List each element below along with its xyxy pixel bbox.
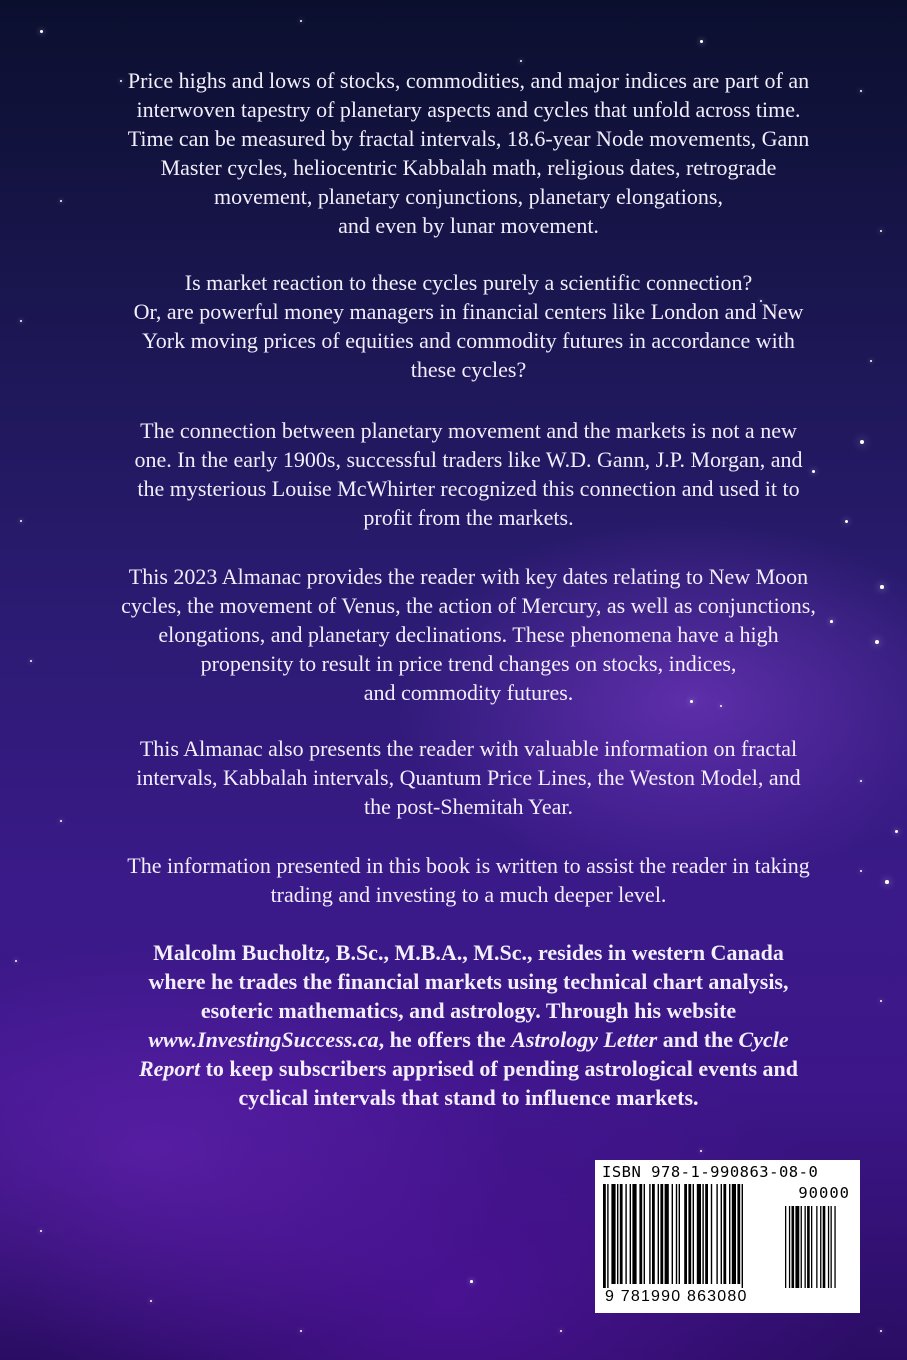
barcode-bar xyxy=(603,1184,606,1288)
addon-bar xyxy=(805,1206,806,1288)
star xyxy=(860,870,862,872)
star xyxy=(20,520,22,522)
star xyxy=(60,820,62,822)
addon-bar xyxy=(807,1206,810,1288)
text-line: Master cycles, heliocentric Kabbalah math, religious dates, retrograde xyxy=(160,155,777,180)
text-line: esoteric mathematics, and astrology. Through his website xyxy=(200,998,737,1023)
text-line: elongations, and planetary declinations. These phenomena have a high xyxy=(158,622,779,647)
barcode-bar xyxy=(652,1184,655,1284)
text-span: , he offers the xyxy=(378,1027,512,1052)
star xyxy=(60,200,62,202)
isbn-label: ISBN 978-1-990863-08-0 xyxy=(602,1163,819,1181)
barcode-bar xyxy=(672,1184,673,1284)
text-span: and the xyxy=(657,1027,739,1052)
star xyxy=(875,640,879,644)
barcode-bar xyxy=(632,1184,636,1284)
addon-bar xyxy=(792,1206,795,1288)
cycle-report-title-part1: Cycle xyxy=(738,1027,789,1052)
star xyxy=(300,1330,302,1332)
text-line: This Almanac also presents the reader with valuable information on fractal xyxy=(139,736,798,761)
price-addon-label: 90000 xyxy=(798,1184,850,1202)
barcode-bar xyxy=(625,1184,626,1284)
text-line: movement, planetary conjunctions, planetary elongations, xyxy=(214,184,723,209)
text-line: Price highs and lows of stocks, commodities, and major indices are part of an xyxy=(127,68,810,93)
star xyxy=(895,830,898,833)
star xyxy=(880,1330,882,1332)
text-line: the post-Shemitah Year. xyxy=(364,794,573,819)
addon-bar xyxy=(823,1206,826,1288)
text-line: propensity to result in price trend changes on stocks, indices, xyxy=(200,651,737,676)
text-line: Time can be measured by fractal intervals, 18.6-year Node movements, Gann xyxy=(127,126,810,151)
star xyxy=(880,585,884,589)
star xyxy=(860,90,862,92)
paragraph-planetary-cycles xyxy=(90,66,847,240)
author-bio xyxy=(90,938,847,1112)
star xyxy=(700,40,703,43)
star xyxy=(880,1000,882,1002)
barcode-bar xyxy=(676,1184,677,1284)
text-line: Is market reaction to these cycles purely a scientific connection? xyxy=(184,270,753,295)
paragraph-almanac-dates xyxy=(90,562,847,707)
addon-bar xyxy=(828,1206,829,1288)
barcode-bar xyxy=(665,1184,669,1284)
barcode-bar xyxy=(658,1184,659,1284)
star xyxy=(560,1330,562,1332)
barcode-bar xyxy=(737,1184,740,1284)
barcode-bar xyxy=(705,1184,708,1284)
star xyxy=(885,880,889,884)
barcode-bar xyxy=(732,1184,736,1284)
text-line: intervals, Kabbalah intervals, Quantum Price Lines, the Weston Model, and xyxy=(136,765,801,790)
barcode-bar xyxy=(716,1184,717,1284)
text-line xyxy=(90,1025,847,1054)
addon-bar xyxy=(811,1206,812,1288)
barcode-bar xyxy=(620,1184,623,1284)
addon-bar xyxy=(834,1206,835,1288)
text-line: interwoven tapestry of planetary aspects and cycles that unfold across time. xyxy=(136,97,801,122)
addon-bar xyxy=(785,1206,786,1288)
paragraph-historical-connection xyxy=(90,416,847,532)
barcode-bar xyxy=(660,1184,663,1284)
text-line: cycles, the movement of Venus, the action of Mercury, as well as conjunctions, xyxy=(121,593,816,618)
star xyxy=(870,360,872,362)
text-line: The connection between planetary movement and the markets is not a new xyxy=(140,418,797,443)
barcode-bar xyxy=(697,1184,701,1284)
barcode-bar xyxy=(639,1184,642,1284)
text-line: profit from the markets. xyxy=(363,505,574,530)
barcode-bar xyxy=(679,1184,680,1284)
barcode-bar xyxy=(688,1184,691,1284)
isbn-barcode xyxy=(595,1160,860,1313)
text-line: these cycles? xyxy=(410,357,527,382)
addon-bar xyxy=(789,1206,790,1288)
author-website: www.InvestingSuccess.ca xyxy=(148,1027,379,1052)
text-line xyxy=(90,1054,847,1083)
addon-bar xyxy=(831,1206,832,1288)
star xyxy=(860,440,864,444)
star xyxy=(15,960,17,962)
star xyxy=(30,660,32,662)
text-line: trading and investing to a much deeper level. xyxy=(270,882,667,907)
text-line: the mysterious Louise McWhirter recognized this connection and used it to xyxy=(137,476,800,501)
star xyxy=(700,1150,702,1152)
barcode-bar xyxy=(617,1184,618,1284)
barcode-bar xyxy=(742,1184,743,1288)
paragraph-almanac-intervals xyxy=(90,734,847,821)
barcode-bar xyxy=(611,1184,615,1284)
text-line: where he trades the financial markets using technical chart analysis, xyxy=(148,969,789,994)
text-line: and commodity futures. xyxy=(363,680,574,705)
barcode-bar xyxy=(684,1184,687,1284)
text-line: York moving prices of equities and commodity futures in accordance with xyxy=(142,328,795,353)
text-line: one. In the early 1900s, successful traders like W.D. Gann, J.P. Morgan, and xyxy=(134,447,803,472)
text-line: and even by lunar movement. xyxy=(338,213,599,238)
barcode-bar xyxy=(711,1184,712,1284)
star xyxy=(300,20,302,22)
text-line: This 2023 Almanac provides the reader with key dates relating to New Moon xyxy=(128,564,809,589)
star xyxy=(880,230,882,232)
addon-bar xyxy=(816,1206,817,1288)
star xyxy=(470,1280,473,1283)
barcode-bar xyxy=(729,1184,730,1284)
barcode-bar xyxy=(723,1184,726,1284)
cycle-report-title-part2: Report xyxy=(138,1056,201,1081)
barcode-bar xyxy=(693,1184,694,1284)
star xyxy=(520,60,522,62)
barcode-bar xyxy=(721,1184,722,1284)
text-span: to keep subscribers apprised of pending astrological events and xyxy=(200,1056,799,1081)
addon-bar xyxy=(801,1206,802,1288)
addon-bar xyxy=(795,1206,799,1288)
star xyxy=(20,320,22,322)
star xyxy=(40,1230,42,1232)
barcode-bar xyxy=(702,1184,703,1284)
paragraph-information-purpose xyxy=(90,851,847,909)
addon-bar xyxy=(820,1206,821,1288)
barcode-number: 9 781990 863080 xyxy=(605,1288,748,1305)
text-line: The information presented in this book is written to assist the reader in taking xyxy=(127,853,810,878)
barcode-bar xyxy=(649,1184,650,1284)
text-line: cyclical intervals that stand to influence markets. xyxy=(238,1085,699,1110)
barcode-bar xyxy=(630,1184,631,1284)
star xyxy=(40,30,43,33)
text-line: Or, are powerful money managers in financial centers like London and New xyxy=(133,299,804,324)
text-line: Malcolm Bucholtz, B.Sc., M.B.A., M.Sc., resides in western Canada xyxy=(153,940,784,965)
barcode-bar xyxy=(607,1184,608,1288)
star xyxy=(860,780,862,782)
astrology-letter-title: Astrology Letter xyxy=(511,1027,658,1052)
paragraph-market-reaction xyxy=(90,268,847,384)
star xyxy=(150,1300,152,1302)
barcode-bar xyxy=(644,1184,645,1284)
